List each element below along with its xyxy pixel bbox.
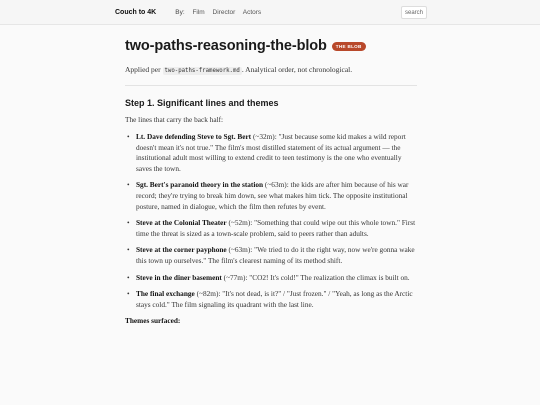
nav-link-actors[interactable]: Actors xyxy=(242,8,262,16)
applied-suffix: . Analytical order, not chronological. xyxy=(241,65,353,74)
item-text: (~63m): "We tried to do it the right way, now we're gonna wake this town up ourselves." The film's clearest naming of its method shift. xyxy=(136,245,415,265)
list-item xyxy=(125,289,417,310)
item-text: (~77m): "CO2! It's cold!" The realization the climax is built on. xyxy=(221,272,410,282)
item-lead: Steve at the Colonial Theater xyxy=(136,218,227,228)
list-item xyxy=(125,218,417,239)
site-brand[interactable]: Couch to 4K xyxy=(115,8,157,16)
applied-note xyxy=(125,65,417,74)
nav-by-label: By: xyxy=(175,8,185,16)
item-text: (~82m): "It's not dead, is it?" / "Just frozen." / "Yeah, as long as the Arctic stays cold." The film signaling its quadrant with the last line. xyxy=(136,289,413,309)
section-intro: The lines that carry the back half: xyxy=(125,115,224,124)
divider xyxy=(125,85,417,86)
item-text: (~32m): "Just because some kid makes a wild report doesn't mean it's not true." The film's most distilled statement of its actual argument — the institutional adult most willing to extend credit to teen testimony is the one who eventually saves the town. xyxy=(136,132,406,173)
item-lead: Sgt. Bert's paranoid theory in the station xyxy=(136,180,264,190)
item-lead: The final exchange xyxy=(136,289,195,299)
search-button[interactable]: search xyxy=(401,6,427,19)
item-lead: Steve at the corner payphone xyxy=(136,245,227,255)
nav-link-director[interactable]: Director xyxy=(212,8,236,16)
list-item xyxy=(125,180,417,212)
framework-code: two-paths-framework.md xyxy=(164,68,240,74)
themes-heading: Themes surfaced: xyxy=(125,316,181,326)
item-text: (~52m): "Something that could wipe out this whole town." First time the threat is sized as a town-scale problem, said to peers rather than adults. xyxy=(136,218,416,238)
item-text: (~63m): the kids are after him because of his war record; they're trying to break him down, see what makes him tick. The opposite institutional posture, named in dialogue, which the film then refutes by event. xyxy=(136,180,409,211)
item-lead: Steve in the diner basement xyxy=(136,272,222,282)
page-title: two-paths-reasoning-the-blob xyxy=(125,38,327,54)
article xyxy=(125,38,417,325)
lines-list xyxy=(125,132,417,310)
title-row xyxy=(125,38,417,54)
list-item xyxy=(125,273,417,284)
nav-link-film[interactable]: Film xyxy=(192,8,205,16)
film-badge[interactable]: THE BLOB xyxy=(332,42,366,51)
applied-prefix: Applied per xyxy=(125,65,163,74)
nav-menu xyxy=(175,9,267,16)
section-heading: Step 1. Significant lines and themes xyxy=(125,98,279,108)
top-navbar xyxy=(0,0,540,25)
list-item xyxy=(125,245,417,266)
item-lead: Lt. Dave defending Steve to Sgt. Bert xyxy=(136,132,252,141)
list-item xyxy=(125,132,417,174)
